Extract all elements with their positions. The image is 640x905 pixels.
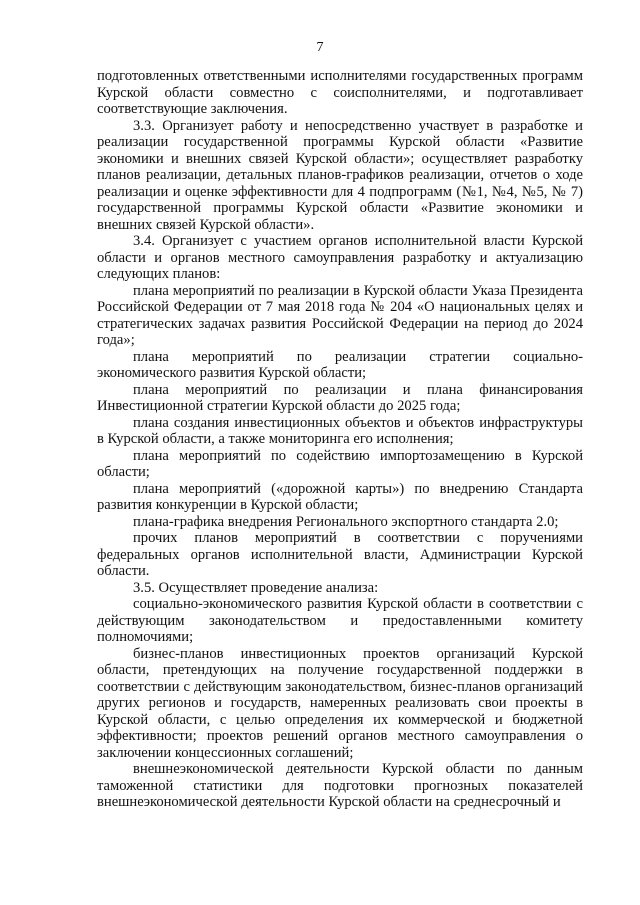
analysis-item-foreign-trade: внешнеэкономической деятельности Курской области по данным таможенной статистики для подготовки прогнозных показателей внешнеэкономической деятельности Курской области на среднесрочный и <box>97 761 583 810</box>
plan-item-investment-strategy: плана мероприятий по реализации и плана финансирования Инвестиционной стратегии Курской области до 2025 года; <box>97 381 583 414</box>
plan-item-strategy: плана мероприятий по реализации стратегии социально-экономического развития Курской области; <box>97 348 583 381</box>
plan-item-decree: плана мероприятий по реализации в Курской области Указа Президента Российской Федерации от 7 мая 2018 года № 204 «О национальных целях и стратегических задачах развития Российской Федерации на период до 2024 года»; <box>97 282 583 348</box>
analysis-item-business-plans: бизнес-планов инвестиционных проектов организаций Курской области, претендующих на получение государственной поддержки в соответствии с действующим законодательством, бизнес-планов организаций других регионов и государств, намеренных реализовать свои проекты в Курской области, с целью определения их коммерческой и бюджетной эффективности; проектов решений органов местного самоуправления о заключении концессионных соглашений; <box>97 645 583 761</box>
page-number: 7 <box>316 40 324 55</box>
paragraph-3-5: 3.5. Осуществляет проведение анализа: <box>133 579 379 596</box>
paragraph-3-3: 3.3. Организует работу и непосредственно участвует в разработке и реализации государственной программы Курской области «Развитие экономики и внешних связей Курской области»; осуществляет разработку планов реализации, детальных планов-графиков реализации, отчетов о ходе реализации и оценке эффективности для 4 подпрограмм (№1, №4, №5, № 7) государственной программы Курской области «Развитие экономики и внешних связей Курской области». <box>97 117 583 233</box>
paragraph-continuation: подготовленных ответственными исполнителями государственных программ Курской области совместно с соисполнителями, и подготавливает соответствующие заключения. <box>97 68 583 117</box>
plan-item-infrastructure: плана создания инвестиционных объектов и объектов инфраструктуры в Курской области, а также мониторинга его исполнения; <box>97 414 583 447</box>
plan-item-other: прочих планов мероприятий в соответствии с поручениями федеральных органов исполнительной власти, Администрации Курской области. <box>97 530 583 579</box>
plan-item-roadmap: плана мероприятий («дорожной карты») по внедрению Стандарта развития конкуренции в Курской области; <box>97 480 583 513</box>
document-body <box>97 68 583 811</box>
paragraph-3-4: 3.4. Организует с участием органов исполнительной власти Курской области и органов местного самоуправления разработку и актуализацию следующих планов: <box>97 233 583 282</box>
plan-item-export-standard: плана-графика внедрения Регионального экспортного стандарта 2.0; <box>133 513 559 530</box>
analysis-item-socioeconomic: социально-экономического развития Курской области в соответствии с действующим законодательством и предоставленными комитету полномочиями; <box>97 596 583 645</box>
plan-item-import-substitution: плана мероприятий по содействию импортозамещению в Курской области; <box>97 447 583 480</box>
